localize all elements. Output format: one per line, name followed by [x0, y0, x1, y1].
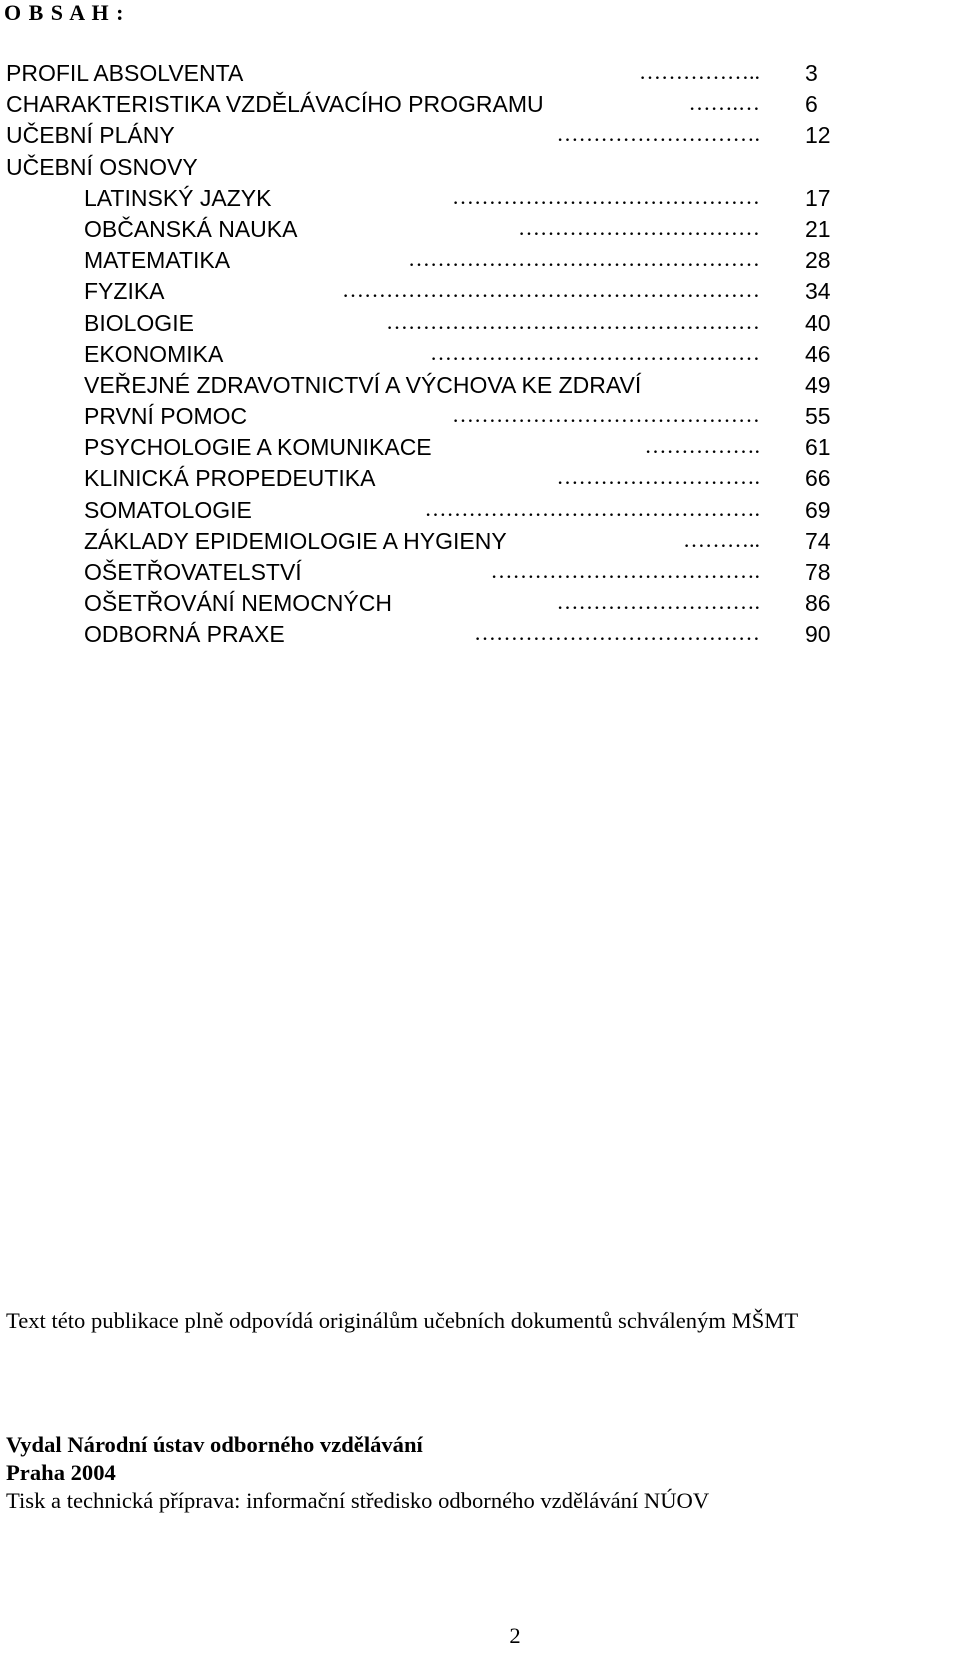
toc-entry	[0, 308, 960, 339]
toc-entry-page: 61	[805, 434, 831, 461]
toc-entry-leader: …………………………………………	[408, 246, 760, 272]
toc-entry	[0, 120, 960, 151]
toc-entry-leader: ……………………………….	[490, 558, 760, 583]
toc-entry-title: VEŘEJNÉ ZDRAVOTNICTVÍ A VÝCHOVA KE ZDRAVÍ	[84, 371, 642, 398]
publisher-name: Vydal Národní ústav odborného vzdělávání	[6, 1432, 423, 1457]
toc-entry-title: KLINICKÁ PROPEDEUTIKA	[84, 465, 376, 492]
toc-entry	[0, 58, 960, 89]
toc-entry-leader: ……………………….	[556, 464, 760, 490]
toc-entry-page: 40	[805, 309, 831, 336]
toc-entry-page: 6	[805, 91, 818, 118]
toc-entry-page: 21	[805, 215, 831, 242]
publisher-block	[6, 1431, 709, 1515]
toc-entry-page: 66	[805, 465, 831, 492]
toc-entry-title: CHARAKTERISTIKA VZDĚLÁVACÍHO PROGRAMU	[6, 91, 544, 118]
toc-entry-title: UČEBNÍ OSNOVY	[6, 153, 198, 180]
toc-entry-title: OŠETŘOVÁNÍ NEMOCNÝCH	[84, 590, 392, 617]
toc-entry-leader: ………………………………………	[430, 339, 760, 365]
toc-entry-title: OŠETŘOVATELSTVÍ	[84, 559, 302, 585]
toc-entry-leader: ……………………………	[518, 214, 760, 240]
toc-entry-title: FYZIKA	[84, 278, 165, 305]
toc-entry	[0, 495, 960, 526]
toc-entry-title: PSYCHOLOGIE A KOMUNIKACE	[84, 434, 432, 461]
toc-entry-page: 49	[805, 371, 831, 398]
toc-entry	[0, 214, 960, 245]
toc-entry-page: 78	[805, 559, 831, 585]
toc-entry-leader: ……………..	[639, 59, 760, 84]
toc-entry-leader: …………………………………………………	[342, 277, 760, 303]
toc-entry-leader: ……………………………………….	[424, 495, 760, 521]
toc-entry-title: ZÁKLADY EPIDEMIOLOGIE A HYGIENY	[84, 527, 507, 554]
toc-entry-page: 69	[805, 496, 831, 523]
toc-entry-page: 86	[805, 590, 831, 617]
toc-entry-leader: ……………………….	[556, 589, 760, 615]
toc-entry	[0, 152, 960, 183]
toc-entry	[0, 183, 960, 214]
toc-entry-page: 17	[805, 184, 831, 211]
toc-entry-title: BIOLOGIE	[84, 309, 194, 336]
toc-entry-title: PRVNÍ POMOC	[84, 403, 248, 430]
footer-note: Text této publikace plně odpovídá originálům učebních dokumentů schváleným MŠMT	[6, 1308, 799, 1333]
toc-entry-leader: ……………………………………………	[386, 308, 760, 334]
toc-entry-page: 34	[805, 278, 831, 305]
toc-entry-title: EKONOMIKA	[84, 340, 224, 367]
toc-entry	[0, 370, 960, 401]
toc-entry	[0, 588, 960, 619]
toc-entry-page: 46	[805, 340, 831, 367]
toc-entry-leader: …………………………………	[474, 620, 760, 646]
toc-entry-leader: ………..	[683, 526, 760, 552]
toc-entry-page: 28	[805, 247, 831, 274]
toc-entry-title: LATINSKÝ JAZYK	[84, 184, 272, 211]
toc-entry-title: MATEMATIKA	[84, 247, 231, 274]
toc-entry	[0, 432, 960, 463]
toc-entry	[0, 619, 960, 650]
toc-entry-title: UČEBNÍ PLÁNY	[6, 122, 175, 149]
toc-entry-page: 55	[805, 403, 831, 430]
toc-entry-page: 74	[805, 527, 831, 554]
toc-entry-title: SOMATOLOGIE	[84, 496, 252, 523]
toc-entry-leader: ……………………………………	[452, 183, 760, 209]
toc-entry-leader: …………….	[644, 433, 760, 459]
toc-entry-leader: …….…	[688, 90, 760, 116]
toc-entry-title: OBČANSKÁ NAUKA	[84, 215, 298, 242]
toc-entry	[0, 339, 960, 370]
toc-heading: O B S A H :	[4, 0, 125, 25]
toc-entry-page: 12	[805, 122, 831, 149]
toc-entry-leader: ……………………………………	[452, 402, 760, 428]
toc-entry	[0, 463, 960, 494]
toc-entry	[0, 401, 960, 432]
publisher-print-info: Tisk a technická příprava: informační středisko odborného vzdělávání NÚOV	[6, 1488, 710, 1513]
toc-entry	[0, 526, 960, 557]
toc-entry-page: 3	[805, 60, 818, 86]
toc-entry-title: PROFIL ABSOLVENTA	[6, 60, 244, 86]
page-number: 2	[509, 1623, 521, 1648]
toc-entry-title: ODBORNÁ PRAXE	[84, 621, 285, 648]
toc-entry	[0, 557, 960, 588]
table-of-contents	[0, 58, 960, 651]
toc-entry-leader: ……………………….	[556, 121, 760, 147]
toc-entry	[0, 89, 960, 120]
toc-entry	[0, 245, 960, 276]
publisher-place-year: Praha 2004	[6, 1460, 116, 1485]
toc-entry-page: 90	[805, 621, 831, 648]
toc-entry	[0, 276, 960, 307]
